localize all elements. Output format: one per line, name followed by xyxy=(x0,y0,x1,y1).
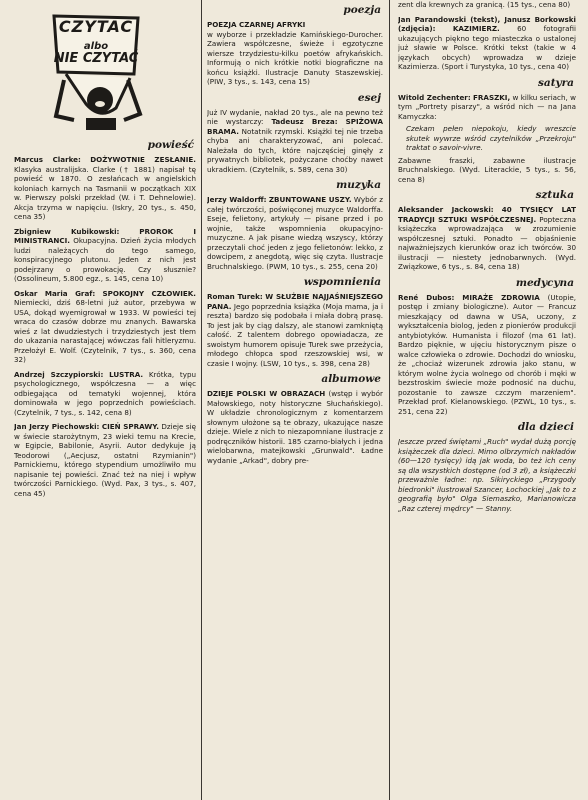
review-title: ZBUNTOWANE USZY. xyxy=(268,195,352,204)
column-1 xyxy=(14,0,196,800)
review-body: (wstęp i wybór Małowskiego, noty historyczne Słuchańskiego). W układzie chronologicznym z komentarzem słownym ułożone są te obrazy, ukazujące nasze dzieje. Wiele z nich to niezapomniane ilustracje z podręczników historii. 185 czarno-białych i jedna wielobarwna, matejkowski „Grunwald". Ładne wydanie „Arkad", dobry pre- xyxy=(207,389,383,465)
review-body: Krótka, typu psychologicznego, współczesna — a więc odbiegająca od tematyki wojennej, która dominowała w jego poprzednich powieściach. (Czytelnik, 7 tys., s. 142, cena 8) xyxy=(14,369,196,417)
review-title: MIRAŻE ZDROWIA xyxy=(462,292,540,302)
section-heading-muzyka: muzyka xyxy=(336,179,381,191)
review-author: Witold Zechenter: xyxy=(398,92,471,102)
review-body: Wybór z całej twórczości, poświęconej muzyce Waldorffa. Eseje, felietony, artykuły — pisane przed i po wojnie, także wspomnienia okupacyjno-muzyczne. A jak pisane wiedzą wszyscy, którzy przeczytali choć jeden z jego felietonów: lekko, z dowcipem, z anegdotą, więc się czyta. Ilustracje Bruchnalskiego. (PWM, 10 tys., s. 255, cena 20) xyxy=(207,195,383,271)
book-review xyxy=(398,93,576,185)
logo-word-czytac: CZYTAĆ xyxy=(58,17,134,36)
logo-word-nie-czytac: NIE CZYTAĆ xyxy=(53,51,139,66)
review-title: W SŁUŻBIE NAJJAŚNIEJSZEGO PANA. xyxy=(207,292,383,311)
review-body: Jeszcze przed świętami „Ruch" wydał dużą porcję książeczek dla dzieci. Mimo olbrzymich nakładów (60—120 tysięcy) idą jak woda, bo też ich ceny są dla wszystkich dostępne (od 3 zł), a książeczki przeważnie ładne: np. Sikiryckiego „Przygody biedronki" ilustrował Szancer, Łochockiej „Jak to z geografią było" Olga Siemaszko, Marianowicza „Raz czterej mędrcy" — Stanny. xyxy=(398,437,576,513)
review-body: (Utopie, postęp i zmiany biologiczne). Autor — Francuz mieszkający od dawna w USA, uczony, z wykształcenia biolog, jeden z pionierów produkcji antybiotyków. Humanista i filozof (ma 61 lat). Bardzo pięknie, w ujęciu historycznym pisze o walce człowieka o zdrowie. Dochodzi do wniosku, że „chociaż wizerunek zdrowia jako stanu, w którym wolne życia wolnego od chorób i męki w bezstroskim świecie może podnosić na duchu, pozostanie to zawsze czczym marzeniem". Przekład prof. Kielanowskiego. (PZWL, 10 tys., s. 251, cena 22) xyxy=(398,292,576,416)
review-author: Oskar Maria Graf: xyxy=(14,288,96,298)
review-author: Aleksander Jackowski: xyxy=(398,205,494,214)
review-title: PROROK I MINISTRANCI. xyxy=(14,226,196,245)
section-heading-albumowe: albumowe xyxy=(321,373,381,385)
column-2 xyxy=(207,0,383,800)
review-title: 40 TYSIĘCY LAT TRADYCJI SZTUKI WSPÓŁCZESNEJ. xyxy=(398,205,576,224)
quoted-poem: Czekam pełen niepokoju, kiedy wreszcie skutek wywrze wśród czytelników „Przekroju" traktat o savoir-vivre. xyxy=(406,124,576,152)
book-review xyxy=(207,20,383,87)
review-author: Jan Parandowski (tekst), Janusz Borkowski (zdjęcia): xyxy=(398,14,576,33)
section-heading-dla-dzieci: dla dzieci xyxy=(517,421,574,433)
review-author: Marcus Clarke: xyxy=(14,155,81,164)
review-title: DZIEJE POLSKI W OBRAZACH xyxy=(207,389,326,398)
book-review xyxy=(207,389,383,465)
section-heading-poezja: poezja xyxy=(343,4,381,16)
review-title: SPOKOJNY CZŁOWIEK. xyxy=(102,288,196,298)
column-rule xyxy=(389,0,390,800)
section-heading-wspomnienia: wspomnienia xyxy=(303,276,381,288)
review-body: zent dla krewnych za granicą. (15 tys., cena 80) xyxy=(398,0,571,9)
section-heading-satyra: satyra xyxy=(537,76,574,89)
book-review xyxy=(398,293,576,417)
review-body: Popteczna książeczka wprowadzająca w zrozumienie współczesnej sztuki. Ponadto — objaśnienie najważniejszych kierunków oraz ich twórców. 30 ilustracji — niestety jednobarwnych. (Wyd. Związkowe, 6 tys., s. 84, cena 18) xyxy=(398,214,576,271)
review-author: René Dubos: xyxy=(398,292,455,302)
review-body: Zabawne fraszki, zabawne ilustracje Bruchnalskiego. (Wyd. Literackie, 5 tys., s. 56, cena 8) xyxy=(398,155,576,184)
section-heading-sztuka: sztuka xyxy=(535,189,574,201)
review-author: Zbigniew Kubikowski: xyxy=(14,226,120,236)
review-author: Tadeusz Breza: xyxy=(271,117,338,126)
book-review xyxy=(207,195,383,271)
book-review xyxy=(398,437,576,513)
review-body: Notatnik rzymski. Książki tej nie trzeba chyba ani charakteryzować, ani polecać. Należała do tych, które najczęściej ginęły z prywatnych bibliotek, pożyczane choćby nawet ukradkiem. (Czytelnik, s. 589, cena 30) xyxy=(207,126,383,174)
review-body: w kilku seriach, w tym „Portrety pisarzy", a wśród nich — na Jana Kamyczka: xyxy=(398,92,576,121)
review-body: 60 fotografii ukazujących piękno tego miasteczka o ustalonej już sławie w Polsce. Krótki tekst (takie w 4 językach obcych) wprowadza w dzieje Kazimierza. (Sport i Turystyka, 10 tys., cena 40) xyxy=(398,24,576,71)
review-title: POEZJA CZARNEJ AFRYKI xyxy=(207,20,306,29)
book-review xyxy=(14,370,196,418)
book-review xyxy=(14,289,196,365)
review-lead: Już IV wydanie, nakład 20 tys., ale na pewno też nie wystarczy: xyxy=(207,107,383,126)
section-heading-powiesc: powieść xyxy=(147,139,194,151)
column-3 xyxy=(398,0,576,800)
logo-word-albo: albo xyxy=(83,41,109,52)
review-title: LUSTRA. xyxy=(109,369,144,379)
book-review xyxy=(398,205,576,272)
review-author: Jan Jerzy Piechowski: xyxy=(14,422,100,431)
book-review-continued xyxy=(398,0,576,10)
section-heading-medycyna: medycyna xyxy=(515,276,574,289)
book-review xyxy=(398,15,576,72)
review-title: CIEŃ SPRAWY. xyxy=(101,422,159,431)
review-body: Okupacyjna. Dzień życia młodych ludzi należących do tego samego, konspiracyjnego plutonu. Jeden z nich jest podejrzany o prowokację. Czy słusznie? (Ossolineum, 5.800 egz., s. 145, cena 10) xyxy=(14,236,196,283)
review-body: Niemiecki, dziś 68-letni już autor, przebywa w USA, dokąd wyemigrował w 1933. W powieści tej wraca do czasów dobrze mu znanych. Bawarska wieś z lat dwudziestych i trzydziestych jest tłem do ukazania narastającej wówczas fali hitleryzmu. Przełożył E. Wolf. (Czytelnik, 7 tys., s. 360, cena 32) xyxy=(14,298,196,364)
book-review xyxy=(207,292,383,368)
review-author: Jerzy Waldorff: xyxy=(207,195,267,204)
review-body: w wyborze i przekładzie Kamińskiego-Durocher. Zawiera współczesne, świeże i egzotyczne wiersze trzydziestu-kilku poetów afrykańskich. Informują o nich krótkie notki biograficzne na końcu książki. Ilustracje Danuty Staszewskiej. (PIW, 3 tys., s. 143, cena 15) xyxy=(207,29,383,86)
book-review xyxy=(207,108,383,175)
review-title: SPIŻOWA BRAMA. xyxy=(207,117,383,136)
review-body: Dzieje się w świecie starożytnym, 23 wieki temu na Krecie, w Egipcie, Babilonie, Asyrii. Autor dedykuje ją Teodorowi („Aecjusz, ostatni Rzymianin") Parnickiemu, którego stypendium umożliwiło mu napisanie tej powieści. Znać też na niej i wpływ twórczości Parnickiego. (Wyd. Pax, 3 tys., s. 407, cena 45) xyxy=(14,422,196,498)
review-title: DOŻYWOTNIE ZESŁANIE. xyxy=(90,155,196,164)
book-review xyxy=(14,422,196,498)
review-title: FRASZKI, xyxy=(473,92,511,102)
czytac-albo-nie-czytac-logo xyxy=(46,8,146,133)
section-heading-esej: esej xyxy=(357,91,381,104)
column-rule xyxy=(201,0,202,800)
book-review xyxy=(14,155,196,222)
review-body: Klasyka australijska. Clarke († 1881) napisał tę powieść w 1870. O zesłańcach w angielskich koloniach karnych na Tasmanii w początkach XIX w. Pierwszy polski przekład (W. i T. Dehnelowie). Akcja trzyma w napięciu. (Iskry, 20 tys., s. 450, cena 35) xyxy=(14,164,196,221)
review-title: KAZIMIERZ. xyxy=(452,24,500,33)
review-author: Roman Turek: xyxy=(207,292,263,301)
review-author: Andrzej Szczypiorski: xyxy=(14,369,104,379)
book-review xyxy=(14,227,196,284)
review-body: Jego poprzednia książka (Moja mama, ja i reszta) bardzo się podobała i miała dobrą prasę. To jest jak by ciąg dalszy, ale stanowi zamkniętą całość. Z talentem dobrego opowiadacza, ze swoistym humorem opisuje Turek swe przeżycia, młodego chłopca spod rzeszowskiej wsi, w czasie I wojny. (LSW, 10 tys., s. 398, cena 28) xyxy=(207,301,383,368)
